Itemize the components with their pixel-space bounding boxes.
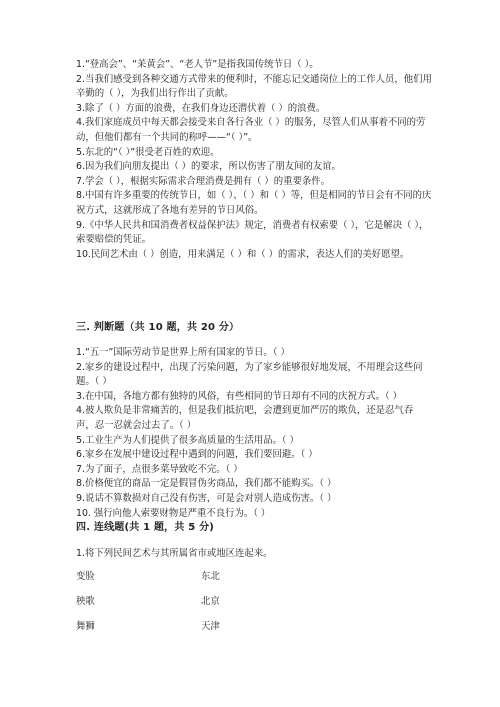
judgment-question-7: 7.为了面子，点很多菜导致吃不完。（ ） [76, 463, 243, 475]
judgment-question-3: 3.在中国，各地方都有独特的风俗，有些相同的节日却有不同的庆祝方式。（ ） [76, 390, 402, 402]
matching-right-item-1[interactable]: 东北 [201, 571, 220, 582]
fill-question-2: 2.当我们感受到各种交通方式带来的便利时，不能忘记交通岗位上的工作人员，他们用辛勤的（ ），为我们出行作出了贡献。 [76, 73, 432, 100]
judgment-question-5: 5.工业生产为人们提供了很多高质量的生活用品。（ ） [76, 434, 299, 446]
judgment-question-8: 8.价格便宜的商品一定是假冒伪劣商品，我们都不能购买。（ ） [76, 478, 337, 490]
fill-blank-questions [76, 58, 432, 262]
judgment-question-1: 1.“五一”国际劳动节是世界上所有国家的节日。（ ） [76, 347, 290, 358]
matching-right-item-2[interactable]: 北京 [201, 596, 220, 607]
fill-question-6: 6.因为我们向朋友提出（ ）的要求，所以伤害了朋友间的友谊。 [76, 161, 342, 173]
matching-section-title: 四. 连线题(共 1 题，共 5 分) [76, 522, 215, 533]
fill-question-9: 9.《中华人民共和国消费者权益保护法》规定，消费者有权索要（ ），它是解决（ ），索要赔偿的凭证。 [76, 219, 429, 246]
fill-question-1: 1.“登高会”、“苿黄会”、“老人节”是指我国传统节日（ ）。 [76, 59, 319, 70]
fill-question-8: 8.中国有许多重要的传统节日，如（ ）、（ ）和（ ）等，但是相同的节日会有不同的庆祝方式，这就形成了各地有差异的节日风俗。 [76, 190, 432, 216]
judgment-question-6: 6.家乡在发展中建设过程中遇到的问题，我们要回避。（ ） [76, 449, 318, 461]
matching-left-item-2[interactable]: 秧歌 [76, 596, 95, 607]
judgment-question-9: 9.说话不算数损对自己没有伤害，可是会对别人造成伤害。（ ） [76, 492, 337, 504]
judgment-section-title: 三. 判断题（共 10 题，共 20 分） [76, 322, 240, 333]
fill-question-5: 5.东北的“（ ）”很受老百姓的欢迎。 [76, 146, 220, 158]
judgment-question-10: 10. 强行向他人索要财物是严重不良行为。（ ） [76, 507, 271, 519]
matching-left-item-3[interactable]: 舞狮 [76, 621, 95, 632]
judgment-question-2: 2.家乡的建设过程中，出现了污染问题，为了家乡能够很好地发展，不用理会这些问题。（ ） [76, 361, 423, 388]
matching-right-item-3[interactable]: 天津 [201, 621, 220, 632]
fill-question-4: 4.我们家庭成员中每天都会接受来自各行各业（ ）的服务，尽管人们从事着不同的劳动，但他们都有一个共同的称呼——“（ ）”。 [76, 117, 426, 143]
matching-left-item-1[interactable]: 变脸 [76, 571, 95, 582]
judgment-question-4: 4.被人欺负是非常痛苦的，但是我们抵抗吧，会遭到更加严厉的欺负，还是忍气吞声，忍一忍就会过去了。（ ） [76, 405, 414, 431]
judgment-questions [76, 346, 428, 521]
fill-question-3: 3.除了（ ）方面的浪费，在我们身边还潜伏着（ ）的浪费。 [76, 102, 326, 114]
fill-question-10: 10.民间艺术由（ ）创造，用来满足（ ）和（ ）的需求，表达人们的美好愿望。 [76, 248, 410, 260]
fill-question-7: 7.学会（ ），根据实际需求合理消费是拥有（ ）的重要条件。 [76, 175, 330, 187]
matching-instruction: 1.将下列民间艺术与其所属省市或地区连起来。 [76, 548, 273, 559]
